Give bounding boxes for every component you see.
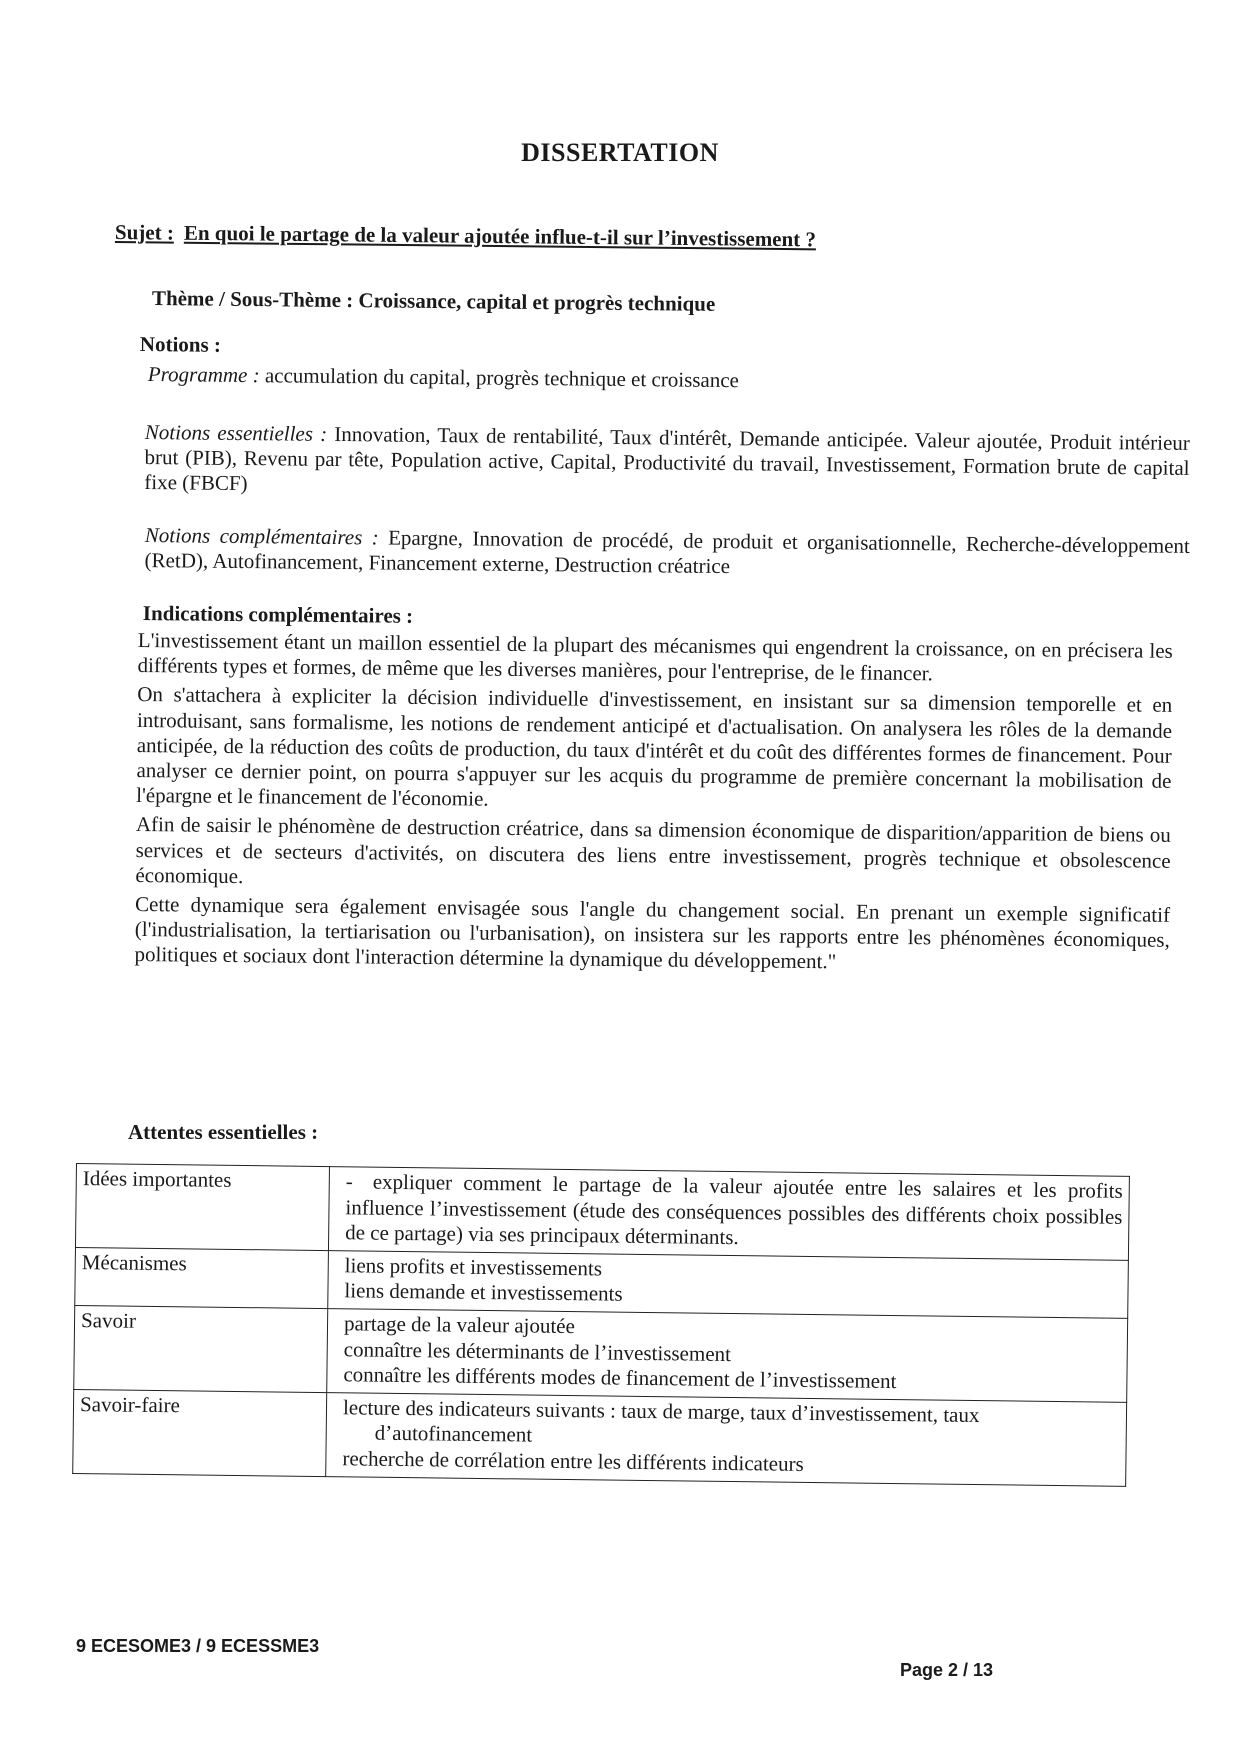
row-content xyxy=(328,1250,1129,1318)
attentes-table xyxy=(72,1163,1130,1487)
essentielles-text: Innovation, Taux de rentabilité, Taux d'intérêt, Demande anticipée. Valeur ajoutée, Produit intérieur brut (PIB), Revenu par tête, Population active, Capital, Productivité du travail, Investissement, Formation brute de capital fixe (FBCF) xyxy=(144,421,1190,496)
row-label: Savoir xyxy=(74,1306,328,1393)
cell-line: recherche de corrélation entre les différents indicateurs xyxy=(342,1446,804,1477)
subject-text: En quoi le partage de la valeur ajoutée influe-t-il sur l’investissement ? xyxy=(183,220,817,252)
essentielles-label: Notions essentielles : xyxy=(144,420,328,446)
indications-paragraph: On s'attachera à expliciter la décision individuelle d'investissement, en insistant sur sa dimension temporelle et en introduisant, sans formalisme, les notions de rendement anticipé et d'actualisation. On analysera les rôles de la demande anticipée, de la réduction des coûts de production, du taux d'intérêt et du coût des différentes formes de financement. Pour analyser ce dernier point, on pourra s'appuyer sur les acquis du programme de première concernant la mobilisation de l'épargne et le financement de l'économie. xyxy=(136,682,1173,811)
row-content xyxy=(328,1167,1129,1261)
cell-line: connaître les déterminants de l’investissement xyxy=(343,1336,732,1366)
cell-text: expliquer comment le partage de la valeur ajoutée entre les salaires et les profits influence l’investissement (étude des conséquences possibles des différents choix possibles de ce partage) via ses principaux déterminants. xyxy=(345,1169,1123,1250)
dash-marker: - xyxy=(345,1169,353,1194)
table-row xyxy=(74,1306,1128,1403)
programme-label: Programme : xyxy=(147,362,260,388)
programme-line xyxy=(148,362,1193,398)
subject-label: Sujet : xyxy=(114,220,175,245)
row-label: Mécanismes xyxy=(75,1247,329,1308)
cell-line: liens profits et investissements xyxy=(344,1253,603,1281)
footer-exam-code: 9 ECESOME3 / 9 ECESSME3 xyxy=(76,1636,320,1656)
row-content xyxy=(326,1392,1127,1486)
cell-line: lecture des indicateurs suivants : taux de marge, taux d’investissement, taux xyxy=(342,1395,980,1427)
indications-paragraph: Afin de saisir le phénomène de destruction créatrice, dans sa dimension économique de disparition/apparition de biens ou services et de secteurs d'activités, on discutera des liens entre investissement, progrès technique et obsolescence économique. xyxy=(135,812,1172,888)
cell-line: partage de la valeur ajoutée xyxy=(343,1311,576,1339)
attentes-heading: Attentes essentielles : xyxy=(128,1120,319,1144)
programme-text: accumulation du capital, progrès technique et croissance xyxy=(264,363,740,393)
cell-line: connaître les différents modes de financement de l’investissement xyxy=(343,1362,897,1394)
table-row xyxy=(75,1164,1129,1261)
footer-page-number: Page 2 / 13 xyxy=(900,1660,994,1680)
row-label: Idées importantes xyxy=(75,1164,329,1251)
indications-heading: Indications complémentaires : xyxy=(142,601,414,628)
complementaires-text: Epargne, Innovation de procédé, de produit et organisationnelle, Recherche-développement (RetD), Autofinancement, Financement externe, Destruction créatrice xyxy=(144,525,1190,579)
table-row xyxy=(73,1389,1127,1486)
complementaires-label: Notions complémentaires : xyxy=(144,523,379,550)
indications-paragraph: Cette dynamique sera également envisagée sous l'angle du changement social. En prenant un exemple significatif (l'industrialisation, la tertiarisation ou l'urbanisation), on insistera sur les rapports entre les phénomènes économiques, politiques et sociaux dont l'interaction détermine la dynamique du développement." xyxy=(134,891,1171,974)
indications-paragraph: L'investissement étant un maillon essentiel de la plupart des mécanismes qui engendrent la croissance, on en précisera les différents types et formes, de même que les diverses manières, pour l'entreprise, de le financer. xyxy=(137,628,1173,686)
notions-heading: Notions : xyxy=(139,332,222,357)
indications-body xyxy=(134,628,1173,982)
notions-essentielles xyxy=(144,420,1190,507)
row-label: Savoir-faire xyxy=(73,1389,327,1476)
subject-line xyxy=(115,220,1115,255)
page-title: DISSERTATION xyxy=(521,138,719,167)
notions-complementaires xyxy=(144,523,1189,584)
theme-line: Thème / Sous-Thème : Croissance, capital et progrès technique xyxy=(151,286,716,316)
cell-line: liens demande et investissements xyxy=(344,1278,623,1307)
cell-line: d’autofinancement xyxy=(374,1421,533,1448)
row-content xyxy=(327,1309,1128,1403)
